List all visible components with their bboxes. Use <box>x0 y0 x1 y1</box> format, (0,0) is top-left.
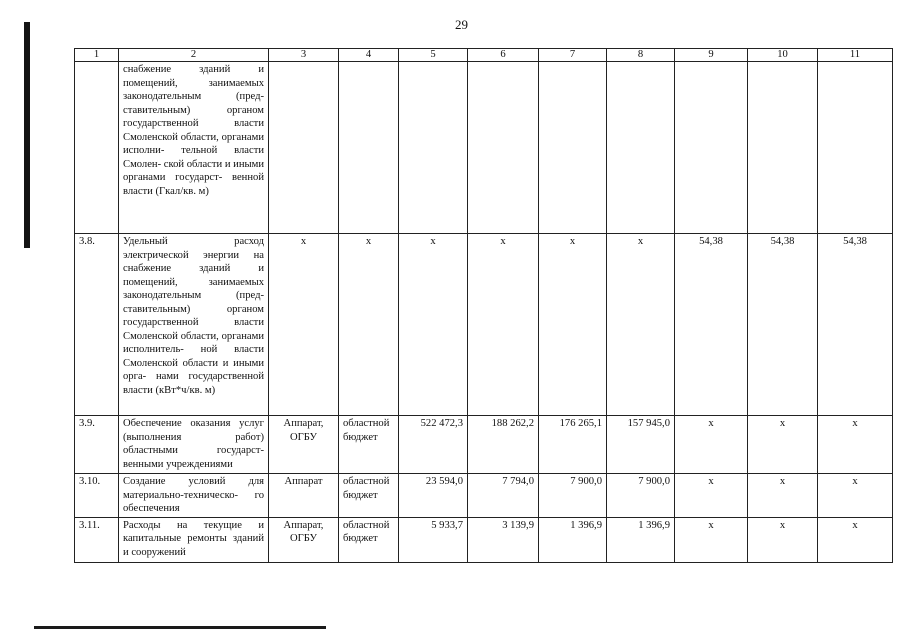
value-cell: 188 262,2 <box>468 416 539 474</box>
value-cell: х <box>818 416 893 474</box>
value-cell: 1 396,9 <box>607 517 675 562</box>
col-header: 7 <box>539 49 607 62</box>
value-cell: 5 933,7 <box>399 517 468 562</box>
executor-cell: Аппарат <box>269 474 339 518</box>
value-cell: х <box>675 416 748 474</box>
row-name: Обеспечение оказания услуг (выполнения работ) областными государст- венными учреждениями <box>119 416 269 474</box>
source-cell: областной бюджет <box>339 416 399 474</box>
source-cell: х <box>339 234 399 416</box>
value-cell <box>607 62 675 234</box>
row-name: снабжение зданий и помещений, занимаемых законодательным (пред- ставительным) органом государственной власти Смоленской области, органами исполни- тельной власти Смолен- ской области и иными органами государст- венной власти (Гкал/кв. м) <box>119 62 269 234</box>
value-cell: 54,38 <box>675 234 748 416</box>
row-number: 3.10. <box>75 474 119 518</box>
executor-cell <box>269 62 339 234</box>
value-cell <box>675 62 748 234</box>
row-name: Создание условий для материально-техническо- го обеспечения <box>119 474 269 518</box>
value-cell: х <box>818 474 893 518</box>
table-row <box>75 62 893 234</box>
value-cell: х <box>399 234 468 416</box>
row-name: Расходы на текущие и капитальные ремонты зданий и сооружений <box>119 517 269 562</box>
page-number: 29 <box>455 17 468 32</box>
col-header: 3 <box>269 49 339 62</box>
col-header: 6 <box>468 49 539 62</box>
col-header: 1 <box>75 49 119 62</box>
col-header: 10 <box>748 49 818 62</box>
table-row <box>75 416 893 474</box>
value-cell: 176 265,1 <box>539 416 607 474</box>
executor-cell: Аппарат, ОГБУ <box>269 416 339 474</box>
value-cell: 7 900,0 <box>607 474 675 518</box>
col-header: 4 <box>339 49 399 62</box>
row-number: 3.11. <box>75 517 119 562</box>
value-cell: 23 594,0 <box>399 474 468 518</box>
value-cell: х <box>539 234 607 416</box>
value-cell: 1 396,9 <box>539 517 607 562</box>
scan-margin-bar <box>24 22 30 248</box>
table-row <box>75 234 893 416</box>
col-header: 8 <box>607 49 675 62</box>
value-cell: х <box>818 517 893 562</box>
col-header: 9 <box>675 49 748 62</box>
source-cell <box>339 62 399 234</box>
value-cell: х <box>468 234 539 416</box>
value-cell: 54,38 <box>818 234 893 416</box>
row-number: 3.9. <box>75 416 119 474</box>
value-cell <box>399 62 468 234</box>
executor-cell: Аппарат, ОГБУ <box>269 517 339 562</box>
value-cell: х <box>675 474 748 518</box>
value-cell: х <box>748 474 818 518</box>
value-cell: 157 945,0 <box>607 416 675 474</box>
table-row <box>75 474 893 518</box>
value-cell <box>468 62 539 234</box>
row-number: 3.8. <box>75 234 119 416</box>
value-cell: 7 794,0 <box>468 474 539 518</box>
value-cell <box>818 62 893 234</box>
col-header: 5 <box>399 49 468 62</box>
source-cell: областной бюджет <box>339 517 399 562</box>
value-cell: 3 139,9 <box>468 517 539 562</box>
value-cell: 522 472,3 <box>399 416 468 474</box>
col-header: 11 <box>818 49 893 62</box>
value-cell <box>539 62 607 234</box>
source-cell: областной бюджет <box>339 474 399 518</box>
table-row <box>75 517 893 562</box>
value-cell: 54,38 <box>748 234 818 416</box>
value-cell: х <box>675 517 748 562</box>
value-cell <box>748 62 818 234</box>
value-cell: 7 900,0 <box>539 474 607 518</box>
row-name: Удельный расход электрической энергии на снабжение зданий и помещений, занимаемых законодательным (пред- ставительным) органом государственной власти Смоленской области, органами исполнитель- ной власти Смоленской области и иными орга- нами государственной власти (кВт*ч/кв. м) <box>119 234 269 416</box>
header-row <box>75 49 893 62</box>
value-cell: х <box>748 517 818 562</box>
executor-cell: х <box>269 234 339 416</box>
program-table <box>74 48 893 563</box>
value-cell: х <box>607 234 675 416</box>
footnote-rule <box>34 626 326 629</box>
value-cell: х <box>748 416 818 474</box>
row-number <box>75 62 119 234</box>
col-header: 2 <box>119 49 269 62</box>
